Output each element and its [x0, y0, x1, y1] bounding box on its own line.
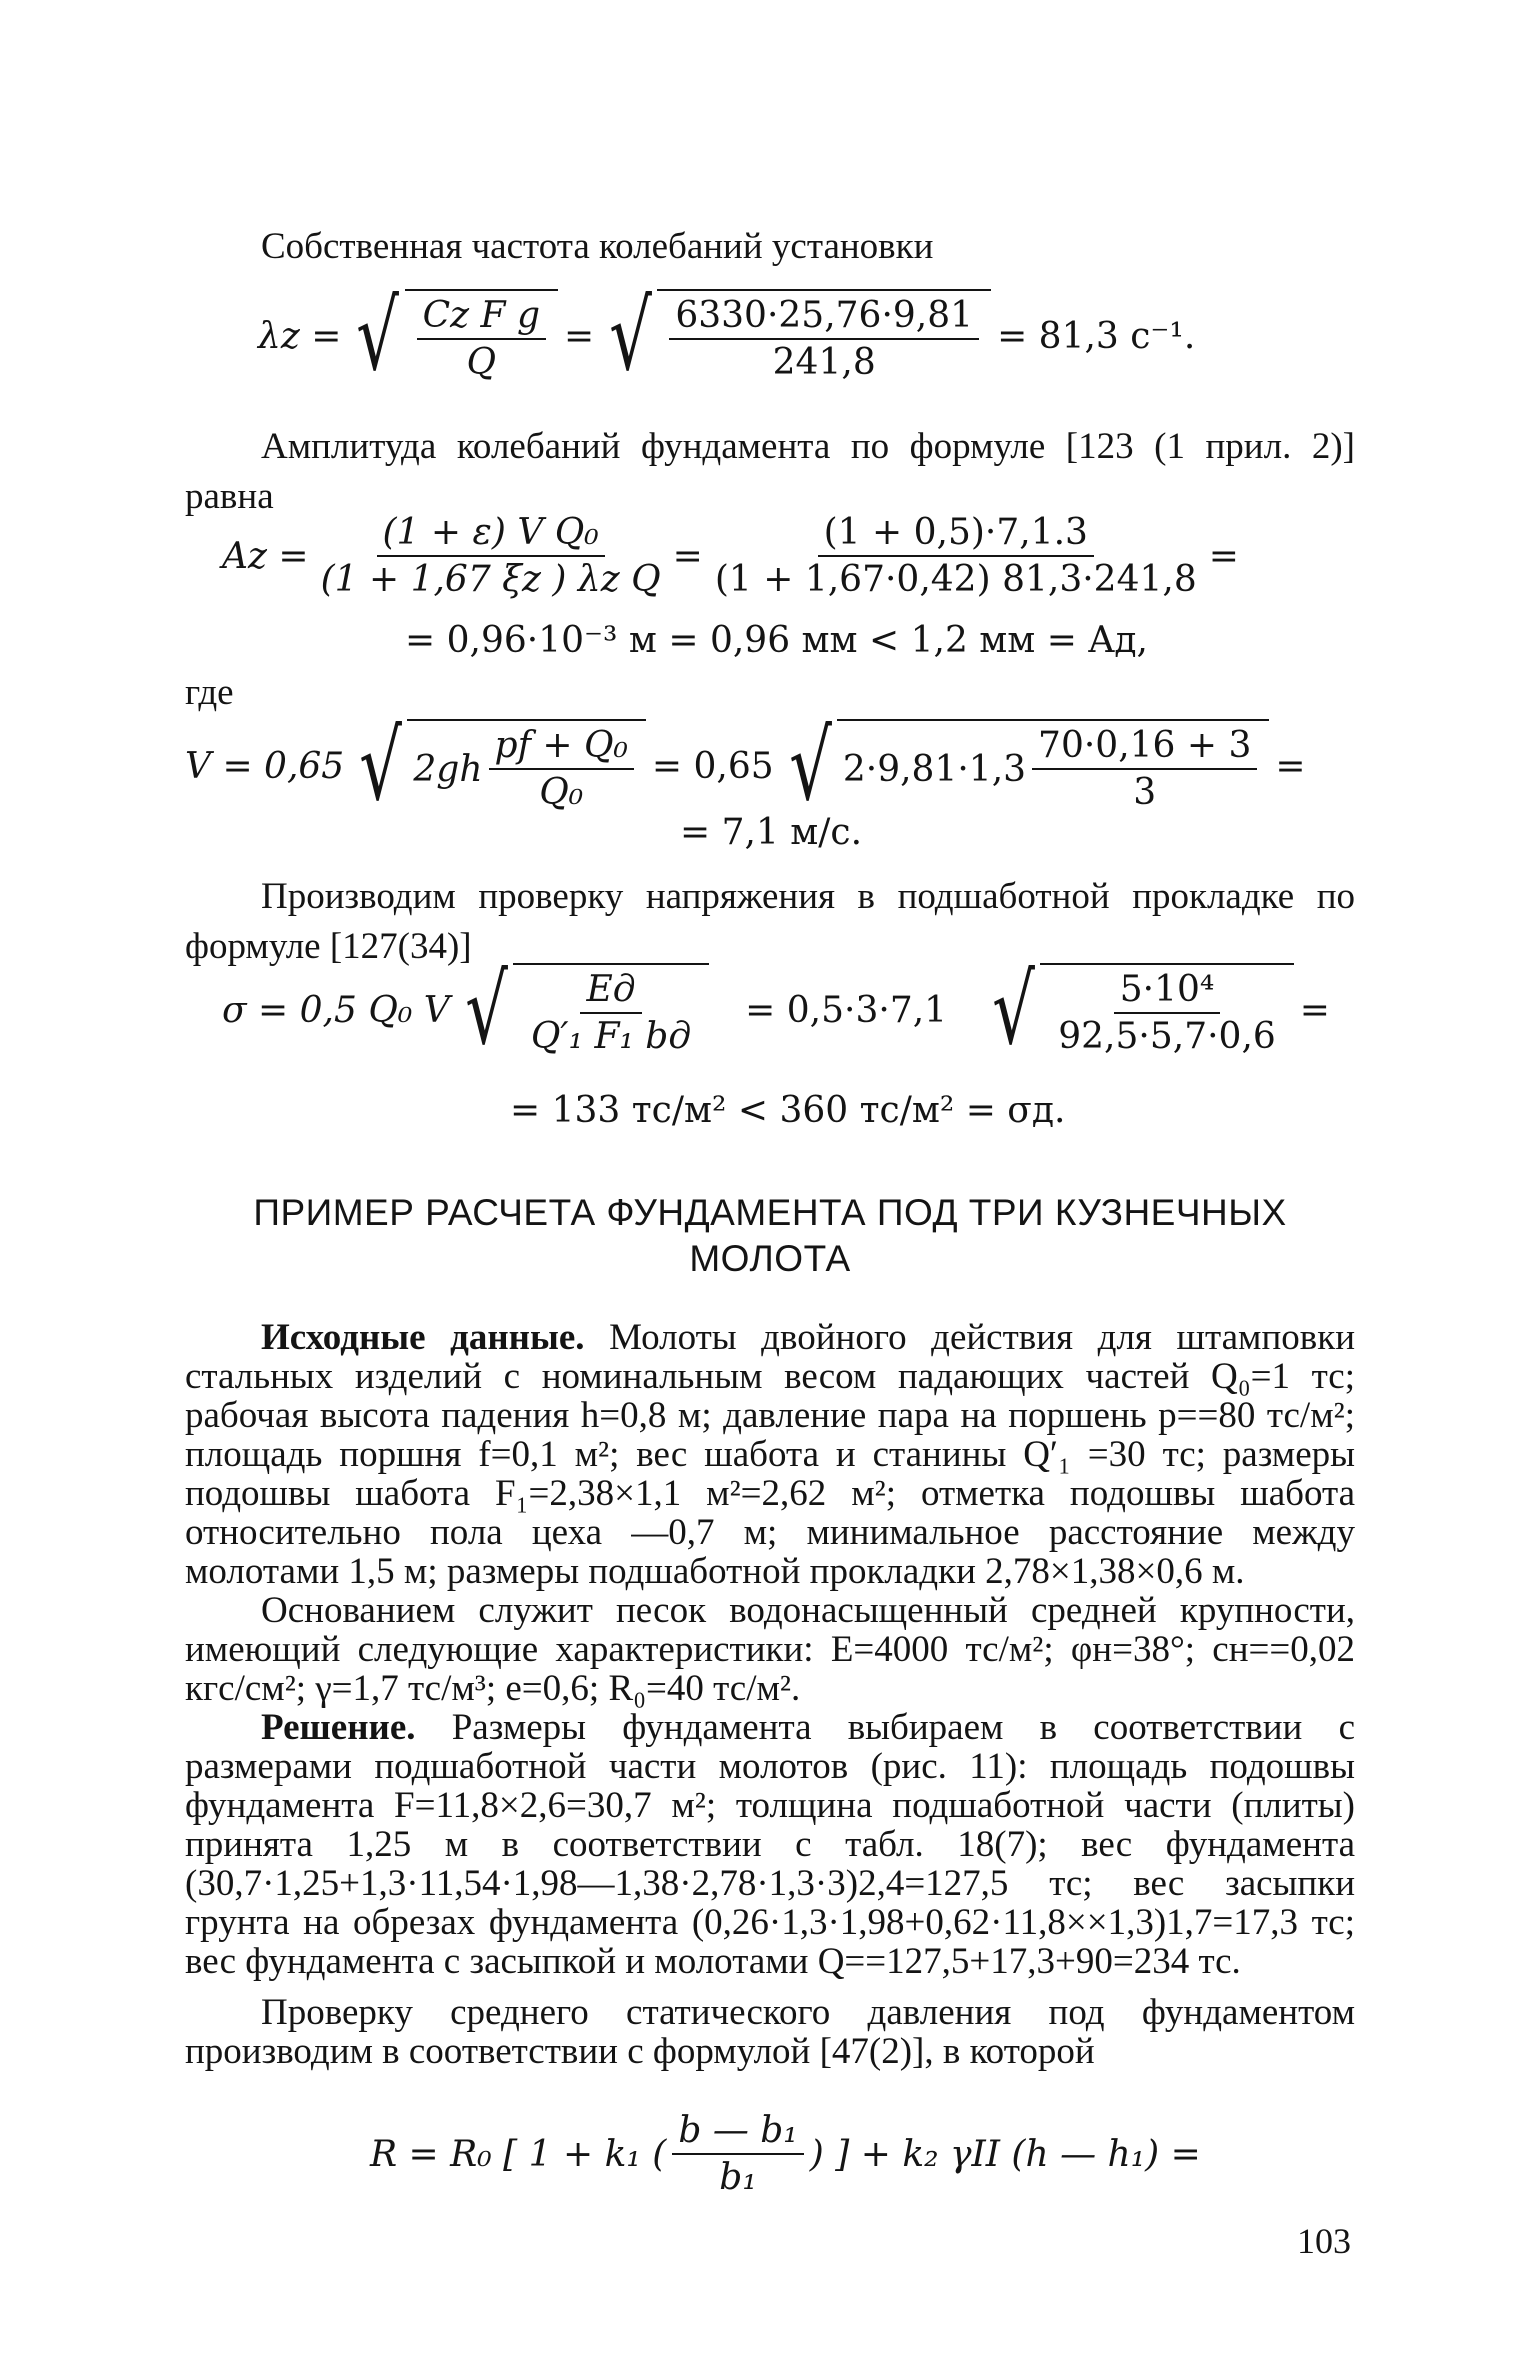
stress-intro: [185, 872, 1355, 972]
numerator: (1 + ε) V Q₀: [377, 512, 605, 557]
formula-rhs: ) ] + k₂ γII (h — h₁) =: [809, 2133, 1201, 2175]
formula-stress: [222, 954, 1330, 1066]
heading-line-2: МОЛОТА: [689, 1238, 851, 1279]
heading-line-1: ПРИМЕР РАСЧЕТА ФУНДАМЕНТА ПОД ТРИ КУЗНЕЧНЫХ: [253, 1192, 1287, 1233]
numerator: Eд: [580, 969, 641, 1014]
amplitude-intro: [185, 422, 1355, 522]
page-number: 103: [1297, 2221, 1351, 2261]
formula-velocity-result: = 7,1 м/с.: [680, 812, 863, 853]
denominator: 92,5·5,7·0,6: [1058, 1016, 1276, 1057]
denominator: b₁: [719, 2157, 757, 2198]
formula-amplitude-result: = 0,96·10⁻³ м = 0,96 мм < 1,2 мм = Aд,: [405, 620, 1148, 661]
paragraph-check: Проверку среднего статического давления под фундаментом производим в соответствии с формулой [47(2)], в которой: [185, 1992, 1355, 2072]
sqrt-1: √ $\frac{\text{Cz F g}}{Q}$: [347, 288, 558, 384]
paragraph-solution: [185, 1708, 1355, 1981]
section-heading: [185, 1190, 1355, 1282]
sqrt-2: √ $\frac{6330\cdot 25,76\cdot 9,81}{241,8}$: [600, 288, 991, 384]
paragraph: Производим проверку напряжения в подшаботной прокладке по формуле [127(34)]: [185, 876, 1355, 967]
numerator: 70·0,16 + 3: [1032, 725, 1257, 770]
denominator: Q₀: [539, 772, 584, 813]
denominator: (1 + 1,67·0,42) 81,3·241,8: [714, 559, 1197, 600]
formula-stress-result: = 133 тс/м² < 360 тс/м² = σд.: [510, 1090, 1066, 1131]
equals: =: [563, 315, 595, 357]
equals-tail: =: [1275, 745, 1306, 787]
formula-velocity: [185, 710, 1306, 822]
sqrt-2: √ 2·9,81·1,3 $\frac{70\cdot 0,16 + 3}{3}$: [780, 718, 1270, 814]
numerator: 6330·25,76·9,81: [669, 295, 979, 340]
formula-lhs: V = 0,65: [185, 745, 345, 787]
numerator: Cz F g: [417, 295, 546, 340]
body-text: [185, 1318, 1355, 2071]
paragraph: Амплитуда колебаний фундамента по формуле [123 (1 прил. 2)] равна: [185, 426, 1355, 517]
where-label: где: [185, 672, 234, 713]
sqrt-2: √ $\frac{\text{5·10⁴}}{92,5\cdot 5,7\cdot 0,6}$: [983, 962, 1294, 1058]
denominator: Q: [466, 342, 497, 383]
formula-lhs: Az =: [222, 535, 309, 577]
natural-frequency-intro: [185, 222, 1355, 272]
formula-lhs: λz =: [258, 315, 342, 357]
lead-solution: Решение.: [261, 1707, 416, 1748]
lead-initial-data: Исходные данные.: [261, 1317, 585, 1358]
numerator: (1 + 0,5)·7,1.3: [818, 512, 1094, 557]
equals-tail: =: [1299, 989, 1330, 1031]
denominator: (1 + 1,67 ξz ) λz Q: [320, 559, 661, 600]
formula-amplitude: [222, 512, 1239, 600]
result: = 81,3 с⁻¹.: [997, 315, 1196, 357]
denominator: 3: [1133, 772, 1157, 813]
formula-lambda: [258, 280, 1196, 392]
root-prefix: 2·9,81·1,3: [842, 748, 1027, 790]
equals-tail: =: [1208, 535, 1239, 577]
numerator: b — b₁: [672, 2110, 803, 2155]
equals: = 0,5·3·7,1: [745, 989, 948, 1031]
numerator: pf + Q₀: [489, 725, 634, 770]
denominator: 241,8: [772, 342, 876, 383]
paragraph-initial-data: [185, 1318, 1355, 1591]
equals: =: [672, 535, 703, 577]
equals: = 0,65: [651, 745, 774, 787]
formula-R: [370, 2110, 1201, 2198]
text-solution: Размеры фундамента выбираем в соответствии с размерами подшаботной части молотов (рис. 11): площадь подошвы фундамента F=11,8×2,6=30,7 м²; толщина подшаботной части (плиты) принята 1,25 м в соответствии с табл. 18(7); вес фундамента (30,7·1,25+1,3·11,54·1,98—1,38·2,78·1,3·3)2,4=127,5 тс; вес засыпки грунта на обрезах фундамента (0,26·1,3·1,98+0,62·11,8××1,3)1,7=17,3 тс; вес фундамента с засыпкой и молотами Q==127,5+17,3+90=234 тс.: [185, 1707, 1355, 1982]
paragraph-base: Основанием служит песок водонасыщенный средней крупности, имеющий следующие характеристики: E=4000 тс/м²; φн=38°; cн==0,02 кгс/см²; γ=1,7 тс/м³; e=0,6; R₀=40 тс/м².: [185, 1590, 1355, 1709]
numerator: 5·10⁴: [1114, 969, 1221, 1014]
sqrt-1: √ 2gh $\frac{\text{pf + Q₀}}{\text{Q₀}}$: [350, 718, 646, 814]
formula-lhs: σ = 0,5 Q₀ V: [222, 989, 450, 1031]
denominator: Q′₁ F₁ bд: [530, 1016, 692, 1057]
text-initial-data: Молоты двойного действия для штамповки стальных изделий с номинальным весом падающих частей Q₀=1 тс; рабочая высота падения h=0,8 м; давление пара на поршень p==80 тс/м²; площадь поршня f=0,1 м²; вес шабота и станины Q′₁ =30 тс; размеры подошвы шабота F₁=2,38×1,1 м²=2,62 м²; отметка подошвы шабота относительно пола цеха —0,7 м; минимальное расстояние между молотами 1,5 м; размеры подшаботной прокладки 2,78×1,38×0,6 м.: [185, 1317, 1355, 1592]
root-prefix: 2gh: [413, 748, 483, 790]
paragraph: Собственная частота колебаний установки: [261, 226, 934, 267]
sqrt-1: √ $\frac{Eд}{\text{Q′₁ F₁ bд}}$: [456, 962, 709, 1058]
formula-lhs: R = R₀ [ 1 + k₁ (: [370, 2133, 667, 2175]
